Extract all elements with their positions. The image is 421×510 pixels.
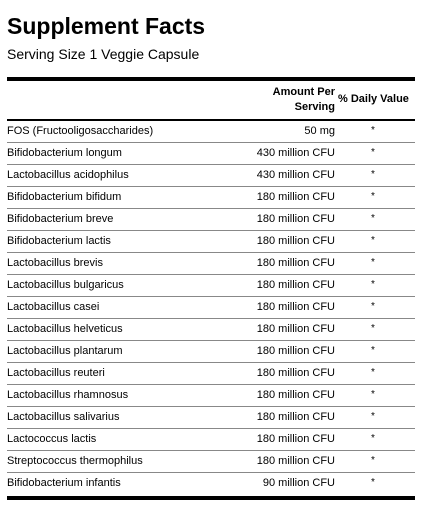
ingredient-name: Lactobacillus plantarum: [7, 345, 123, 357]
ingredient-name: Lactobacillus brevis: [7, 257, 103, 269]
amount-header-line2: Serving: [294, 101, 335, 113]
ingredient-amount: 180 million CFU: [256, 301, 335, 313]
ingredient-row: [7, 297, 415, 319]
ingredient-amount: 180 million CFU: [256, 411, 335, 423]
ingredient-amount: 180 million CFU: [256, 455, 335, 467]
ingredient-daily-value: *: [371, 235, 375, 246]
ingredient-row: [7, 451, 415, 473]
top-divider: [7, 77, 415, 81]
ingredient-row: [7, 275, 415, 297]
ingredient-name: Lactobacillus bulgaricus: [7, 279, 124, 291]
ingredient-row: [7, 165, 415, 187]
ingredient-daily-value: *: [371, 367, 375, 378]
ingredient-name: Lactobacillus casei: [7, 301, 100, 313]
ingredient-row: [7, 429, 415, 451]
ingredient-amount: 180 million CFU: [256, 213, 335, 225]
ingredient-amount: 50 mg: [304, 125, 335, 137]
ingredient-daily-value: *: [371, 279, 375, 290]
ingredient-amount: 180 million CFU: [256, 345, 335, 357]
ingredient-amount: 180 million CFU: [256, 235, 335, 247]
ingredient-row: [7, 319, 415, 341]
ingredient-row: [7, 341, 415, 363]
ingredient-row: [7, 209, 415, 231]
ingredient-daily-value: *: [371, 125, 375, 136]
ingredient-name: Bifidobacterium infantis: [7, 477, 121, 489]
bottom-divider: [7, 496, 415, 500]
ingredient-name: Lactobacillus rhamnosus: [7, 389, 129, 401]
ingredient-amount: 180 million CFU: [256, 257, 335, 269]
ingredient-row: [7, 231, 415, 253]
ingredient-daily-value: *: [371, 147, 375, 158]
ingredient-daily-value: *: [371, 191, 375, 202]
serving-size: Serving Size 1 Veggie Capsule: [7, 46, 200, 62]
ingredient-amount: 180 million CFU: [256, 367, 335, 379]
amount-per-serving-header: [240, 85, 335, 115]
ingredient-amount: 180 million CFU: [256, 433, 335, 445]
ingredient-daily-value: *: [371, 389, 375, 400]
ingredient-name: Lactobacillus salivarius: [7, 411, 120, 423]
ingredient-amount: 430 million CFU: [256, 169, 335, 181]
ingredient-daily-value: *: [371, 323, 375, 334]
ingredient-name: Bifidobacterium breve: [7, 213, 114, 225]
ingredient-daily-value: *: [371, 477, 375, 488]
ingredient-amount: 180 million CFU: [256, 323, 335, 335]
ingredient-table: [7, 121, 415, 495]
ingredient-row: [7, 253, 415, 275]
ingredient-name: Bifidobacterium longum: [7, 147, 122, 159]
ingredient-name: Bifidobacterium lactis: [7, 235, 111, 247]
ingredient-name: Streptococcus thermophilus: [7, 455, 143, 467]
ingredient-row: [7, 143, 415, 165]
ingredient-name: Lactobacillus reuteri: [7, 367, 105, 379]
ingredient-row: [7, 121, 415, 143]
panel-title: Supplement Facts: [7, 13, 206, 39]
ingredient-amount: 180 million CFU: [256, 191, 335, 203]
ingredient-daily-value: *: [371, 213, 375, 224]
ingredient-row: [7, 187, 415, 209]
ingredient-name: Lactobacillus acidophilus: [7, 169, 129, 181]
daily-value-header: % Daily Value: [338, 93, 409, 105]
ingredient-amount: 180 million CFU: [256, 389, 335, 401]
ingredient-name: Lactobacillus helveticus: [7, 323, 123, 335]
ingredient-daily-value: *: [371, 345, 375, 356]
ingredient-row: [7, 473, 415, 495]
ingredient-row: [7, 385, 415, 407]
amount-header-line1: Amount Per: [272, 86, 335, 98]
ingredient-daily-value: *: [371, 455, 375, 466]
ingredient-row: [7, 407, 415, 429]
ingredient-daily-value: *: [371, 433, 375, 444]
ingredient-name: Bifidobacterium bifidum: [7, 191, 122, 203]
ingredient-name: FOS (Fructooligosaccharides): [7, 125, 154, 137]
ingredient-daily-value: *: [371, 257, 375, 268]
ingredient-daily-value: *: [371, 301, 375, 312]
ingredient-row: [7, 363, 415, 385]
ingredient-name: Lactococcus lactis: [7, 433, 97, 445]
ingredient-amount: 430 million CFU: [256, 147, 335, 159]
ingredient-daily-value: *: [371, 169, 375, 180]
ingredient-amount: 90 million CFU: [262, 477, 335, 489]
ingredient-amount: 180 million CFU: [256, 279, 335, 291]
ingredient-daily-value: *: [371, 411, 375, 422]
